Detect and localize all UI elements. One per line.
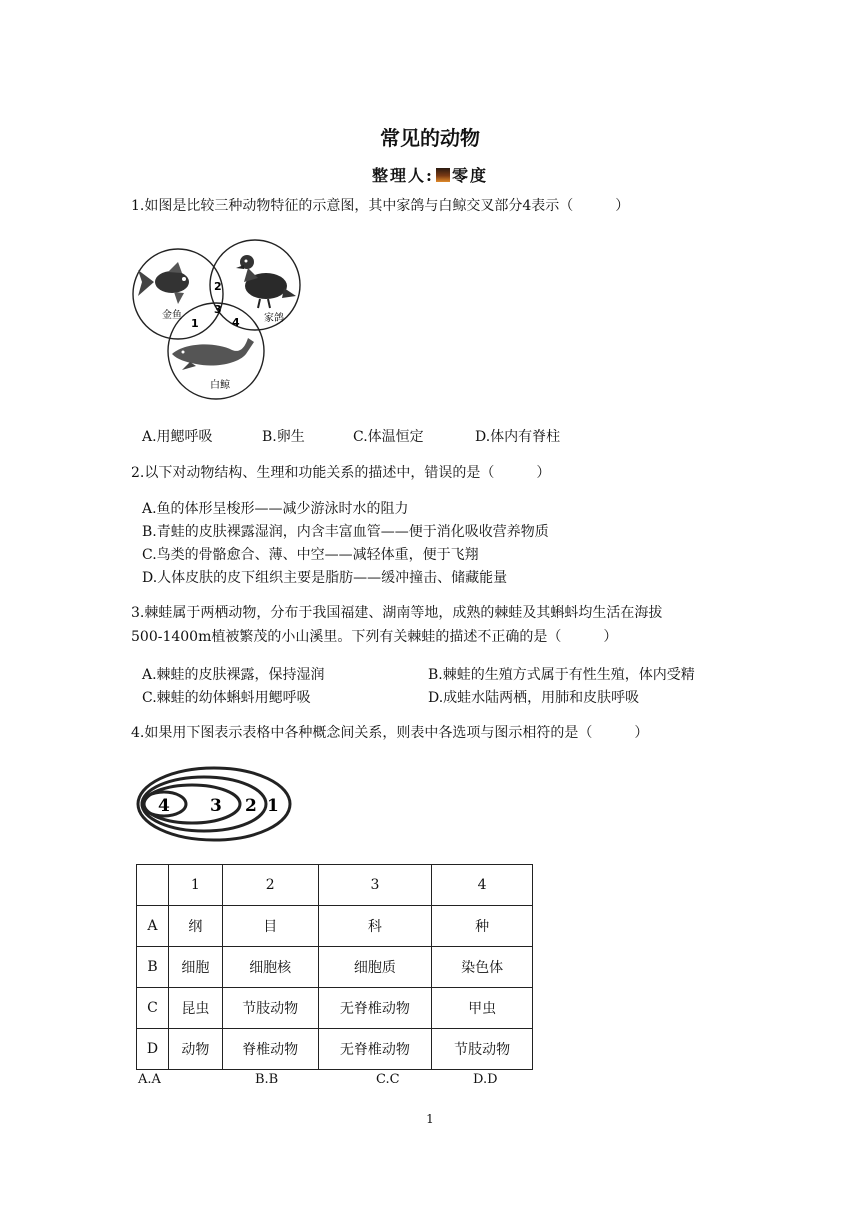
- table-cell: C: [137, 988, 169, 1029]
- table-cell: 节肢动物: [222, 988, 318, 1029]
- q1-option-b: B.卵生: [262, 429, 305, 445]
- pigeon-icon: [236, 255, 296, 308]
- q3-option-a: A.棘蛙的皮肤裸露，保持湿润: [142, 667, 325, 683]
- q4-option-d: D.D: [473, 1072, 498, 1087]
- table-cell: 3: [318, 865, 432, 906]
- q3-option-b: B.棘蛙的生殖方式属于有性生殖，体内受精: [428, 667, 695, 683]
- table-cell: 科: [318, 906, 432, 947]
- table-row: [137, 1029, 533, 1070]
- venn-diagram: [130, 238, 305, 402]
- venn-region-1: 1: [191, 317, 199, 330]
- venn-region-4: 4: [232, 316, 240, 329]
- q4-option-a: A.A: [138, 1072, 161, 1087]
- table-cell: 细胞: [168, 947, 222, 988]
- page-title: 常见的动物: [380, 126, 480, 150]
- ellipse-label-3: 3: [210, 796, 222, 816]
- venn-region-3: 3: [214, 303, 222, 316]
- whale-icon: [172, 338, 254, 370]
- table-cell: 染色体: [432, 947, 533, 988]
- table-cell: A: [137, 906, 169, 947]
- table-cell: 昆虫: [168, 988, 222, 1029]
- table-cell: 纲: [168, 906, 222, 947]
- q3-option-d: D.成蛙水陆两栖，用肺和皮肤呼吸: [428, 690, 640, 706]
- q3-option-c: C.棘蛙的幼体蝌蚪用鳃呼吸: [142, 690, 311, 706]
- table-cell: D: [137, 1029, 169, 1070]
- table-cell: 甲虫: [432, 988, 533, 1029]
- ellipse-label-4: 4: [158, 796, 170, 816]
- concept-table: [136, 864, 533, 1070]
- table-cell: 种: [432, 906, 533, 947]
- question-4-text: 4.如果用下图表示表格中各种概念间关系，则表中各选项与图示相符的是（ ）: [131, 725, 649, 741]
- q2-option-a: A.鱼的体形呈梭形——减少游泳时水的阻力: [142, 501, 409, 517]
- goldfish-icon: [138, 262, 189, 304]
- question-2-text: 2.以下对动物结构、生理和功能关系的描述中，错误的是（ ）: [131, 465, 551, 481]
- q4-option-c: C.C: [376, 1072, 400, 1087]
- venn-region-2: 2: [214, 280, 222, 293]
- table-cell: 细胞质: [318, 947, 432, 988]
- ellipse-label-1: 1: [267, 796, 279, 816]
- table-cell: 脊椎动物: [222, 1029, 318, 1070]
- venn-label-whale: 白鲸: [210, 380, 230, 391]
- table-cell: [137, 865, 169, 906]
- page-number: 1: [426, 1112, 434, 1126]
- venn-label-fish: 金鱼: [162, 310, 182, 321]
- q4-option-b: B.B: [255, 1072, 279, 1087]
- table-cell: 节肢动物: [432, 1029, 533, 1070]
- table-cell: 4: [432, 865, 533, 906]
- ellipse-label-2: 2: [245, 796, 257, 816]
- venn-label-pigeon: 家鸽: [264, 313, 284, 324]
- question-3-line-1: 3.棘蛙属于两栖动物，分布于我国福建、湖南等地，成熟的棘蛙及其蝌蚪均生活在海拔: [131, 605, 663, 621]
- q2-option-b: B.青蛙的皮肤裸露湿润，内含丰富血管——便于消化吸收营养物质: [142, 524, 549, 540]
- table-row: [137, 947, 533, 988]
- q1-option-c: C.体温恒定: [353, 429, 424, 445]
- author-line: [0, 163, 860, 186]
- table-cell: 细胞核: [222, 947, 318, 988]
- q1-option-d: D.体内有脊柱: [475, 429, 561, 445]
- table-cell: B: [137, 947, 169, 988]
- table-cell: 无脊椎动物: [318, 988, 432, 1029]
- author-prefix: 整理人:: [372, 166, 434, 185]
- q2-option-c: C.鸟类的骨骼愈合、薄、中空——减轻体重，便于飞翔: [142, 547, 479, 563]
- table-cell: 2: [222, 865, 318, 906]
- table-header-row: [137, 865, 533, 906]
- author-name: 零度: [451, 166, 488, 185]
- q1-option-a: A.用鳃呼吸: [142, 429, 213, 445]
- table-row: [137, 988, 533, 1029]
- table-row: [137, 906, 533, 947]
- table-cell: 目: [222, 906, 318, 947]
- table-cell: 动物: [168, 1029, 222, 1070]
- question-1-text: 1.如图是比较三种动物特征的示意图，其中家鸽与白鲸交叉部分4表示（ ）: [131, 198, 630, 214]
- q2-option-d: D.人体皮肤的皮下组织主要是脂肪——缓冲撞击、储藏能量: [142, 570, 508, 586]
- nested-ellipses-diagram: [134, 764, 294, 844]
- question-3-line-2: 500-1400m植被繁茂的小山溪里。下列有关棘蛙的描述不正确的是（ ）: [131, 629, 618, 645]
- table-cell: 1: [168, 865, 222, 906]
- table-cell: 无脊椎动物: [318, 1029, 432, 1070]
- author-logo-icon: [436, 168, 450, 182]
